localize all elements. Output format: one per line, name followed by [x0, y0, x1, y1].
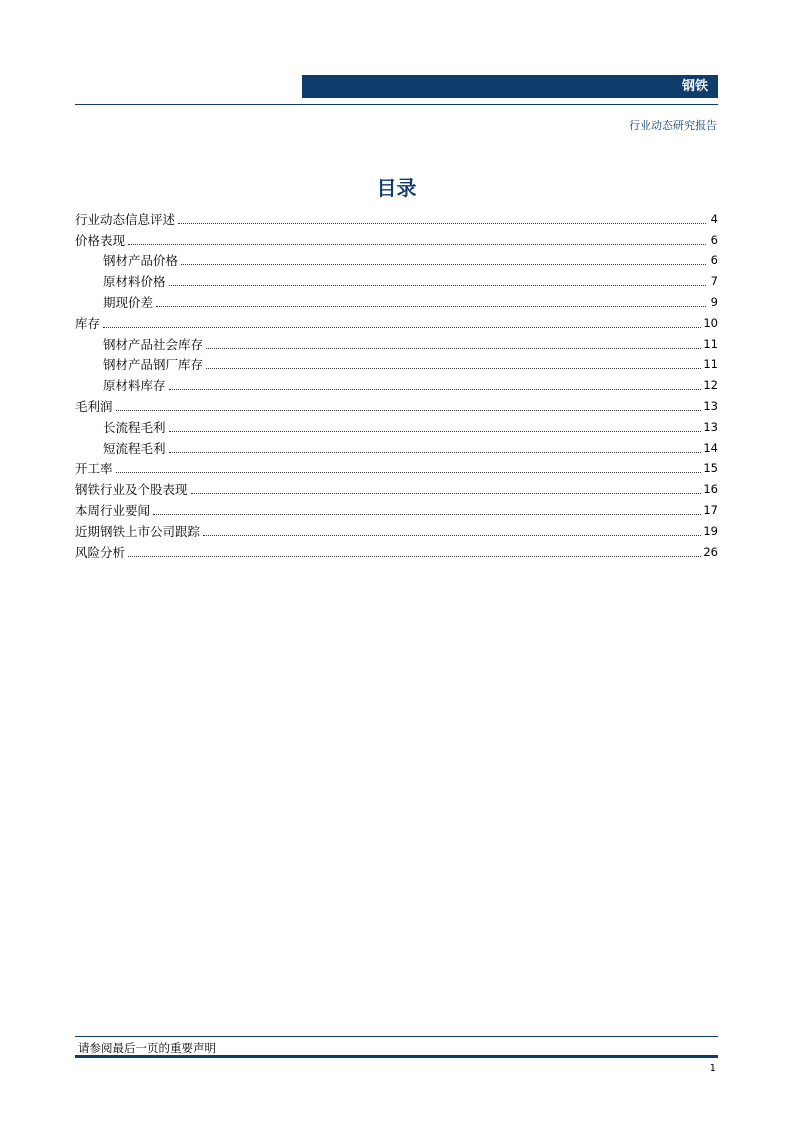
toc-entry-label: 长流程毛利: [103, 419, 166, 435]
toc-entry-page: 10: [703, 315, 718, 330]
toc-entry-label: 钢材产品社会库存: [103, 336, 204, 352]
toc-entry[interactable]: [75, 269, 718, 290]
toc-dot-leader: [116, 472, 702, 473]
toc-entry[interactable]: [75, 540, 718, 561]
page-number: 1: [709, 1063, 716, 1074]
toc-entry-label: 钢材产品钢厂库存: [103, 357, 204, 373]
sector-label: 钢铁: [681, 79, 708, 94]
toc-entry[interactable]: [75, 249, 718, 270]
toc-entry[interactable]: [75, 228, 718, 249]
footer-divider-top: [75, 1036, 718, 1037]
toc-dot-leader: [103, 327, 701, 328]
toc-entry[interactable]: [75, 332, 718, 353]
toc-entry-page: 19: [703, 523, 718, 538]
toc-entry-label: 毛利润: [75, 398, 113, 414]
toc-dot-leader: [203, 535, 701, 536]
toc-dot-leader: [206, 348, 701, 349]
toc-entry[interactable]: [75, 290, 718, 311]
toc-entry-page: 6: [710, 253, 718, 268]
toc-entry-label: 开工率: [75, 461, 113, 477]
toc-entry-page: 12: [703, 378, 718, 393]
toc-dot-leader: [181, 264, 706, 265]
toc-entry-page: 7: [710, 274, 718, 289]
toc-entry[interactable]: [75, 373, 718, 394]
toc-entry-page: 4: [710, 211, 718, 226]
toc-entry[interactable]: [75, 207, 718, 228]
toc-entry-label: 钢材产品价格: [103, 253, 179, 269]
toc-dot-leader: [156, 306, 706, 307]
toc-entry-label: 风险分析: [75, 544, 126, 560]
toc-entry-page: 11: [703, 357, 718, 372]
toc-dot-leader: [191, 493, 702, 494]
toc-entry-page: 15: [703, 461, 718, 476]
toc-dot-leader: [153, 514, 701, 515]
toc-entry-page: 11: [703, 336, 718, 351]
toc-entry-label: 价格表现: [75, 232, 126, 248]
toc-entry[interactable]: [75, 436, 718, 457]
footer-divider-bottom: [75, 1055, 718, 1058]
toc-entry-label: 本周行业要闻: [75, 502, 151, 518]
toc-entry-page: 13: [703, 398, 718, 413]
toc-entry-page: 26: [703, 544, 718, 559]
toc-entry-label: 近期钢铁上市公司跟踪: [75, 523, 201, 539]
sector-banner: [302, 75, 718, 98]
toc-entry[interactable]: [75, 498, 718, 519]
toc-entry[interactable]: [75, 477, 718, 498]
toc-entry-page: 6: [710, 232, 718, 247]
table-of-contents: [75, 207, 718, 561]
toc-entry-label: 钢铁行业及个股表现: [75, 482, 188, 498]
toc-entry-label: 原材料库存: [103, 378, 166, 394]
toc-dot-leader: [128, 244, 706, 245]
toc-entry[interactable]: [75, 394, 718, 415]
toc-title: 目录: [376, 176, 417, 200]
toc-dot-leader: [169, 431, 702, 432]
toc-entry-page: 13: [703, 419, 718, 434]
toc-entry-label: 原材料价格: [103, 274, 166, 290]
toc-dot-leader: [169, 389, 702, 390]
toc-entry-page: 9: [710, 294, 718, 309]
toc-entry-label: 行业动态信息评述: [75, 211, 176, 227]
toc-entry[interactable]: [75, 519, 718, 540]
toc-dot-leader: [169, 452, 702, 453]
toc-entry-page: 16: [703, 482, 718, 497]
report-type-label: 行业动态研究报告: [629, 119, 717, 132]
toc-entry[interactable]: [75, 353, 718, 374]
toc-entry[interactable]: [75, 415, 718, 436]
toc-dot-leader: [169, 285, 706, 286]
toc-entry[interactable]: [75, 311, 718, 332]
toc-entry-page: 14: [703, 440, 718, 455]
toc-dot-leader: [116, 410, 702, 411]
toc-entry-label: 期现价差: [103, 294, 154, 310]
footer-disclaimer: 请参阅最后一页的重要声明: [78, 1041, 216, 1055]
toc-entry-label: 短流程毛利: [103, 440, 166, 456]
toc-dot-leader: [206, 368, 701, 369]
toc-entry[interactable]: [75, 457, 718, 478]
toc-entry-page: 17: [703, 502, 718, 517]
header-divider: [75, 104, 718, 105]
toc-dot-leader: [128, 556, 701, 557]
toc-entry-label: 库存: [75, 315, 101, 331]
toc-dot-leader: [178, 223, 706, 224]
